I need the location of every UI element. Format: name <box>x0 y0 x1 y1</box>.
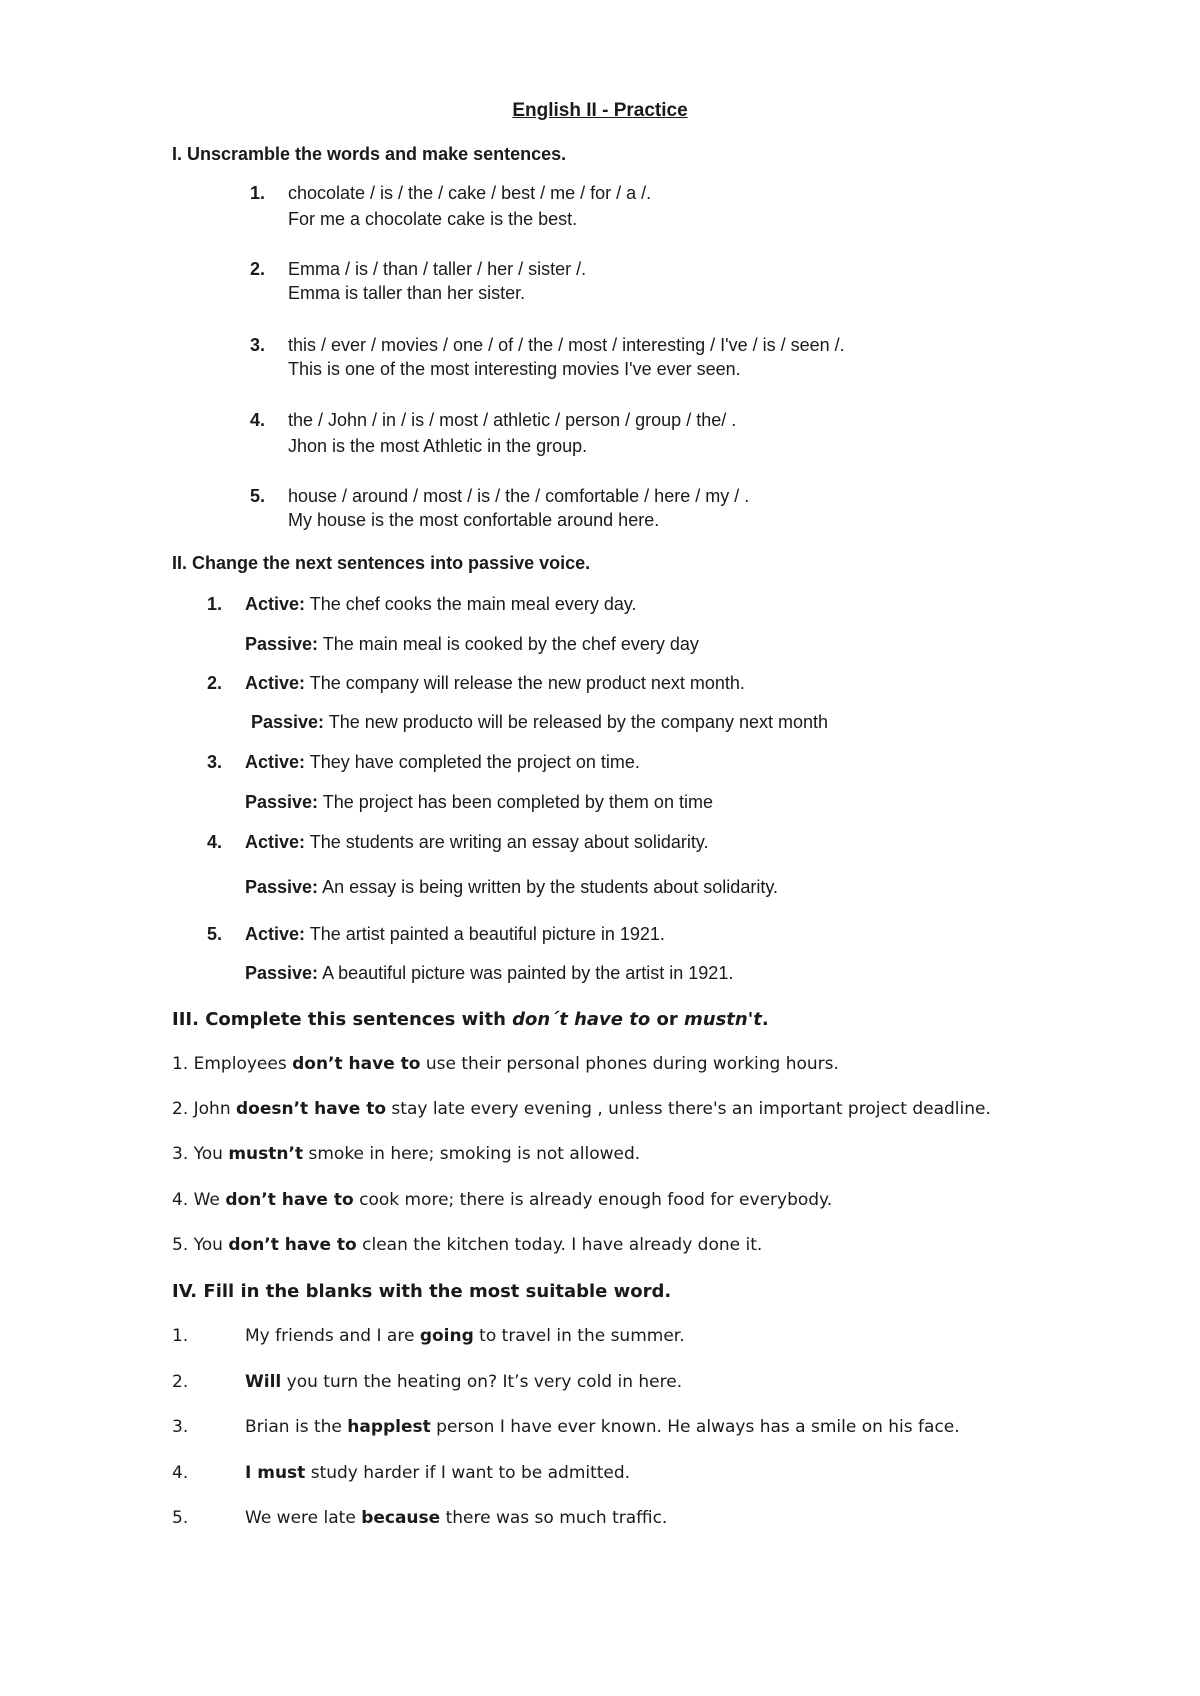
section-2-heading: II. Change the next sentences into passive voice. <box>172 553 591 573</box>
page-title: English II - Practice <box>512 100 688 121</box>
sec2-item-2-passive <box>251 712 828 733</box>
item-text: clean the kitchen today. I have already done it. <box>356 1235 763 1255</box>
passive-sentence: An essay is being written by the students about solidarity. <box>318 877 778 897</box>
item-text: to travel in the summer. <box>473 1326 685 1346</box>
sec2-item-3-number: 3. <box>207 752 223 772</box>
passive-sentence: The main meal is cooked by the chef every day <box>318 634 699 654</box>
passive-label: Passive: <box>251 712 325 732</box>
heading-phrase-1: don´t have to <box>512 1009 651 1030</box>
item-text: 5. You <box>172 1235 229 1255</box>
active-sentence: The company will release the new product next month. <box>305 673 745 693</box>
passive-sentence: The project has been completed by them on time <box>318 792 713 812</box>
sec1-item-5-scrambled: house / around / most / is / the / comfortable / here / my / . <box>288 486 750 506</box>
active-sentence: The students are writing an essay about solidarity. <box>305 832 709 852</box>
active-label: Active: <box>245 924 306 944</box>
item-text: 3. You <box>172 1144 229 1164</box>
sec3-item-1 <box>172 1054 839 1074</box>
sec2-item-4-passive <box>245 877 778 898</box>
item-answer: going <box>419 1326 474 1346</box>
item-text: We were late <box>245 1508 362 1528</box>
sec2-item-1-number: 1. <box>207 594 223 614</box>
item-answer: don’t have to <box>292 1054 421 1074</box>
sec4-item-5-number: 5. <box>172 1508 189 1528</box>
sec1-item-1-number: 1. <box>250 183 266 203</box>
sec1-item-3-answer: This is one of the most interesting movies I've ever seen. <box>288 359 741 379</box>
heading-text: or <box>650 1009 685 1030</box>
sec4-item-2 <box>245 1372 682 1392</box>
sec3-item-5 <box>172 1235 762 1255</box>
item-text: you turn the heating on? It’s very cold in here. <box>281 1372 683 1392</box>
sec2-item-2-number: 2. <box>207 673 223 693</box>
item-answer: mustn’t <box>228 1144 304 1164</box>
section-1-heading: I. Unscramble the words and make sentences. <box>172 144 567 164</box>
sec1-item-4-scrambled: the / John / in / is / most / athletic / person / group / the/ . <box>288 410 737 430</box>
item-text: there was so much traffic. <box>440 1508 668 1528</box>
sec1-item-5-answer: My house is the most confortable around here. <box>288 510 660 530</box>
section-3-heading <box>172 1009 769 1030</box>
sec1-item-5-number: 5. <box>250 486 266 506</box>
sec1-item-3-scrambled: this / ever / movies / one / of / the / most / interesting / I've / is / seen /. <box>288 335 845 355</box>
sec2-item-4-number: 4. <box>207 832 223 852</box>
active-sentence: They have completed the project on time. <box>305 752 640 772</box>
passive-label: Passive: <box>245 963 319 983</box>
item-text: stay late every evening , unless there's an important project deadline. <box>386 1099 991 1119</box>
active-label: Active: <box>245 673 306 693</box>
heading-text: III. Complete this sentences with <box>172 1009 513 1030</box>
sec2-item-5-active <box>245 924 665 945</box>
active-label: Active: <box>245 752 306 772</box>
sec3-item-3 <box>172 1144 640 1164</box>
passive-sentence: A beautiful picture was painted by the artist in 1921. <box>318 963 734 983</box>
item-text: use their personal phones during working hours. <box>420 1054 839 1074</box>
item-answer: don’t have to <box>228 1235 357 1255</box>
active-label: Active: <box>245 832 306 852</box>
sec1-item-3-number: 3. <box>250 335 266 355</box>
sec2-item-4-active <box>245 832 709 853</box>
active-sentence: The artist painted a beautiful picture in 1921. <box>305 924 665 944</box>
sec2-item-1-active <box>245 594 637 615</box>
sec4-item-4 <box>245 1463 630 1483</box>
item-text: 1. Employees <box>172 1054 293 1074</box>
item-answer: because <box>361 1508 441 1528</box>
sec1-item-2-answer: Emma is taller than her sister. <box>288 283 526 303</box>
sec4-item-4-number: 4. <box>172 1463 189 1483</box>
sec2-item-1-passive <box>245 634 699 655</box>
sec2-item-5-number: 5. <box>207 924 223 944</box>
passive-label: Passive: <box>245 634 319 654</box>
item-text: person I have ever known. He always has a smile on his face. <box>430 1417 960 1437</box>
sec1-item-2-number: 2. <box>250 259 266 279</box>
sec4-item-1 <box>245 1326 685 1346</box>
passive-label: Passive: <box>245 877 319 897</box>
item-text: smoke in here; smoking is not allowed. <box>303 1144 641 1164</box>
sec1-item-2-scrambled: Emma / is / than / taller / her / sister /. <box>288 259 587 279</box>
item-text: study harder if I want to be admitted. <box>305 1463 631 1483</box>
sec2-item-3-active <box>245 752 640 773</box>
sec1-item-4-answer: Jhon is the most Athletic in the group. <box>288 436 588 456</box>
sec1-item-1-scrambled: chocolate / is / the / cake / best / me / for / a /. <box>288 183 652 203</box>
item-text: cook more; there is already enough food for everybody. <box>353 1190 833 1210</box>
heading-text: . <box>761 1009 769 1030</box>
sec2-item-2-active <box>245 673 745 694</box>
active-sentence: The chef cooks the main meal every day. <box>305 594 637 614</box>
sec4-item-3-number: 3. <box>172 1417 189 1437</box>
item-answer: I must <box>245 1463 306 1483</box>
sec2-item-5-passive <box>245 963 733 984</box>
item-answer: doesn’t have to <box>236 1099 387 1119</box>
heading-phrase-2: mustn't <box>684 1009 762 1030</box>
sec4-item-5 <box>245 1508 667 1528</box>
item-answer: Will <box>245 1372 282 1392</box>
item-text: 4. We <box>172 1190 226 1210</box>
item-text: Brian is the <box>245 1417 348 1437</box>
item-text: 2. John <box>172 1099 236 1119</box>
passive-sentence: The new producto will be released by the company next month <box>324 712 829 732</box>
item-answer: don’t have to <box>225 1190 354 1210</box>
item-text: My friends and I are <box>245 1326 420 1346</box>
sec4-item-2-number: 2. <box>172 1372 189 1392</box>
passive-label: Passive: <box>245 792 319 812</box>
sec1-item-4-number: 4. <box>250 410 266 430</box>
item-answer: happlest <box>347 1417 431 1437</box>
sec4-item-1-number: 1. <box>172 1326 189 1346</box>
section-4-heading: IV. Fill in the blanks with the most suitable word. <box>172 1281 672 1302</box>
sec4-item-3 <box>245 1417 960 1437</box>
sec1-item-1-answer: For me a chocolate cake is the best. <box>288 209 578 229</box>
sec2-item-3-passive <box>245 792 713 813</box>
sec3-item-4 <box>172 1190 832 1210</box>
active-label: Active: <box>245 594 306 614</box>
sec3-item-2 <box>172 1099 991 1119</box>
